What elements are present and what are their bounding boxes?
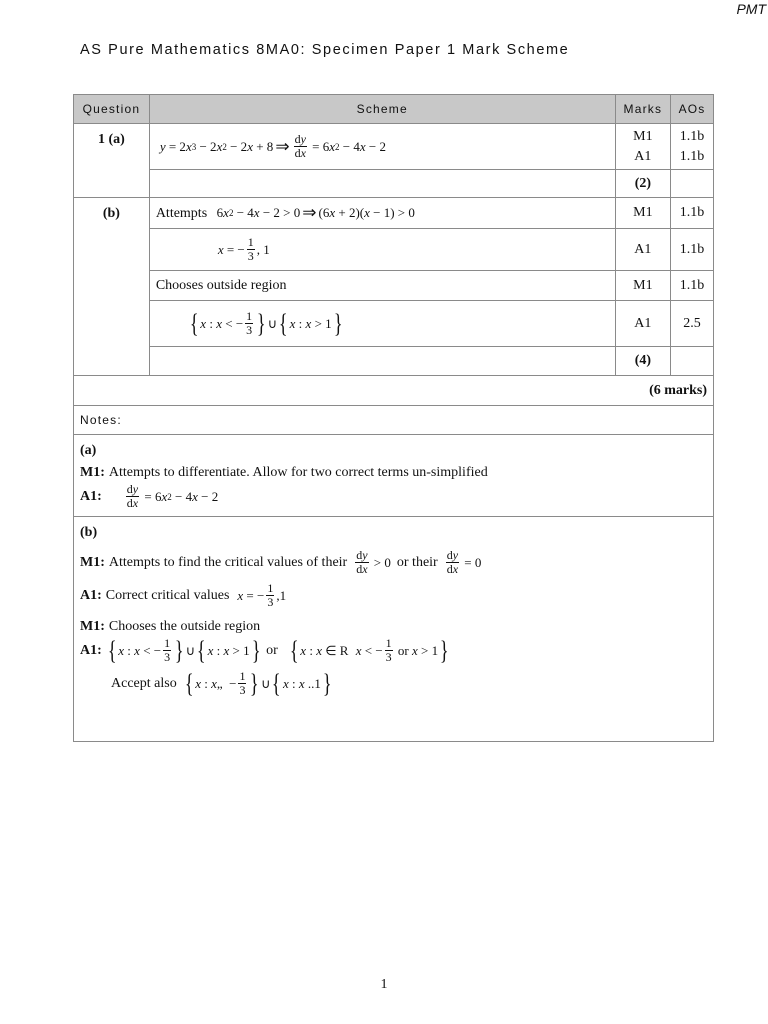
- scheme-1b-attempts: Attempts 6 x 2 − 4 x − 2 > 0 ⇒ (6 x + 2)( x − 1) > 0: [149, 198, 615, 229]
- scheme-1a-derivative: y = 2 x 3 − 2 x 2 − 2 x + 8 ⇒ $\frac{dy}{dx}$ = 6 x 2 − 4 x − 2: [149, 124, 615, 170]
- ao-1b-4: 2.5: [671, 301, 714, 347]
- notes-b-a1-text: Correct critical values: [105, 588, 230, 603]
- ao-empty: [671, 170, 714, 198]
- notes-a-m1-text: Attempts to differentiate. Allow for two correct terms un-simplified: [108, 464, 488, 480]
- ao-1b-2: 1.1b: [671, 229, 714, 271]
- notes-a-m1-key: M1:: [80, 464, 105, 480]
- notes-b-m1-text: Attempts to find the critical values of their: [108, 555, 348, 570]
- ao-1a-m1: 1.1b: [679, 129, 705, 144]
- table-row: [74, 198, 714, 229]
- table-row: [74, 301, 714, 347]
- notes-b-a1b-key: A1:: [80, 643, 102, 658]
- notes-b-m1b-text: Chooses the outside region: [108, 618, 261, 634]
- scheme-1b-critical-values: x = − $\frac{1}{3}$ , 1: [149, 229, 615, 271]
- marks-1a: [615, 124, 670, 170]
- document-title: AS Pure Mathematics 8MA0: Specimen Paper 1 Mark Scheme: [80, 42, 570, 58]
- notes-b-m1-or: or their: [396, 555, 438, 570]
- header-scheme: Scheme: [149, 95, 615, 124]
- header-marks: Marks: [615, 95, 670, 124]
- notes-b-m1b-key: M1:: [80, 618, 105, 634]
- table-row: [74, 229, 714, 271]
- subtotal-1a: (2): [615, 170, 670, 198]
- subtotal-1b: (4): [615, 347, 670, 376]
- notes-b-a1-key: A1:: [80, 588, 102, 603]
- mark-1b-2: A1: [615, 229, 670, 271]
- notes-a-a1-key: A1:: [80, 489, 102, 504]
- scheme-1b-outside-region: Chooses outside region: [149, 271, 615, 301]
- notes-part-a: (a) M1: Attempts to differentiate. Allow for two correct terms un-simplified A1: $\frac{dy}{dx}$ = 6 x 2 − 4 x − 2: [74, 435, 714, 517]
- mark-1a-m1: M1: [633, 129, 653, 144]
- ao-1b-1: 1.1b: [671, 198, 714, 229]
- table-header-row: [74, 95, 714, 124]
- mark-scheme-table: [73, 94, 714, 742]
- table-row: [74, 347, 714, 376]
- pmt-label: PMT: [736, 1, 766, 17]
- mark-1a-a1: A1: [634, 149, 652, 164]
- scheme-empty: [149, 170, 615, 198]
- scheme-1b-solution-set: { x : x < − $\frac{1}{3}$ } ∪ { x : x > 1 }: [149, 301, 615, 347]
- notes-b-label: (b): [80, 524, 98, 540]
- table-row: [74, 376, 714, 406]
- scheme-empty: [149, 347, 615, 376]
- header-question: Question: [74, 95, 150, 124]
- notes-a-label: (a): [80, 442, 97, 458]
- total-marks: (6 marks): [74, 376, 714, 406]
- notes-b-accept: Accept also: [111, 676, 177, 691]
- notes-part-b: (b) M1: Attempts to find the critical values of their $\frac{dy}{dx}$ > 0 or their $\frac{dy}{dx}$ = 0 A1: Correct critical values x = − $\frac{1}{3}$ ,1 M1: Chooses the outside region A1: { x : x < − $\frac{1}{3}$ } ∪ { x : x > 1 } or { x : x ∈ R x < − $\frac{1}{3}$ or x > 1 } Accept also { x : x „ − $\frac{1}{3}$ } ∪ { x : x ..1 }: [74, 517, 714, 742]
- question-label-1a: 1 (a): [74, 124, 150, 198]
- aos-1a: [671, 124, 714, 170]
- table-row: [74, 406, 714, 435]
- table-row: [74, 517, 714, 742]
- notes-b-m1-key: M1:: [80, 555, 105, 570]
- notes-b-a1b-or: or: [266, 643, 278, 658]
- notes-label: Notes:: [74, 406, 714, 435]
- ao-1b-3: 1.1b: [671, 271, 714, 301]
- table-row: [74, 170, 714, 198]
- ao-1a-a1: 1.1b: [679, 149, 705, 164]
- mark-1b-4: A1: [615, 301, 670, 347]
- header-aos: AOs: [671, 95, 714, 124]
- mark-1b-3: M1: [615, 271, 670, 301]
- table-row: [74, 271, 714, 301]
- table-row: [74, 435, 714, 517]
- table-row: [74, 124, 714, 170]
- ao-empty: [671, 347, 714, 376]
- page-number: 1: [380, 977, 388, 992]
- scheme-1b-attempts-label: Attempts: [155, 206, 208, 221]
- question-label-1b: (b): [74, 198, 150, 376]
- mark-1b-1: M1: [615, 198, 670, 229]
